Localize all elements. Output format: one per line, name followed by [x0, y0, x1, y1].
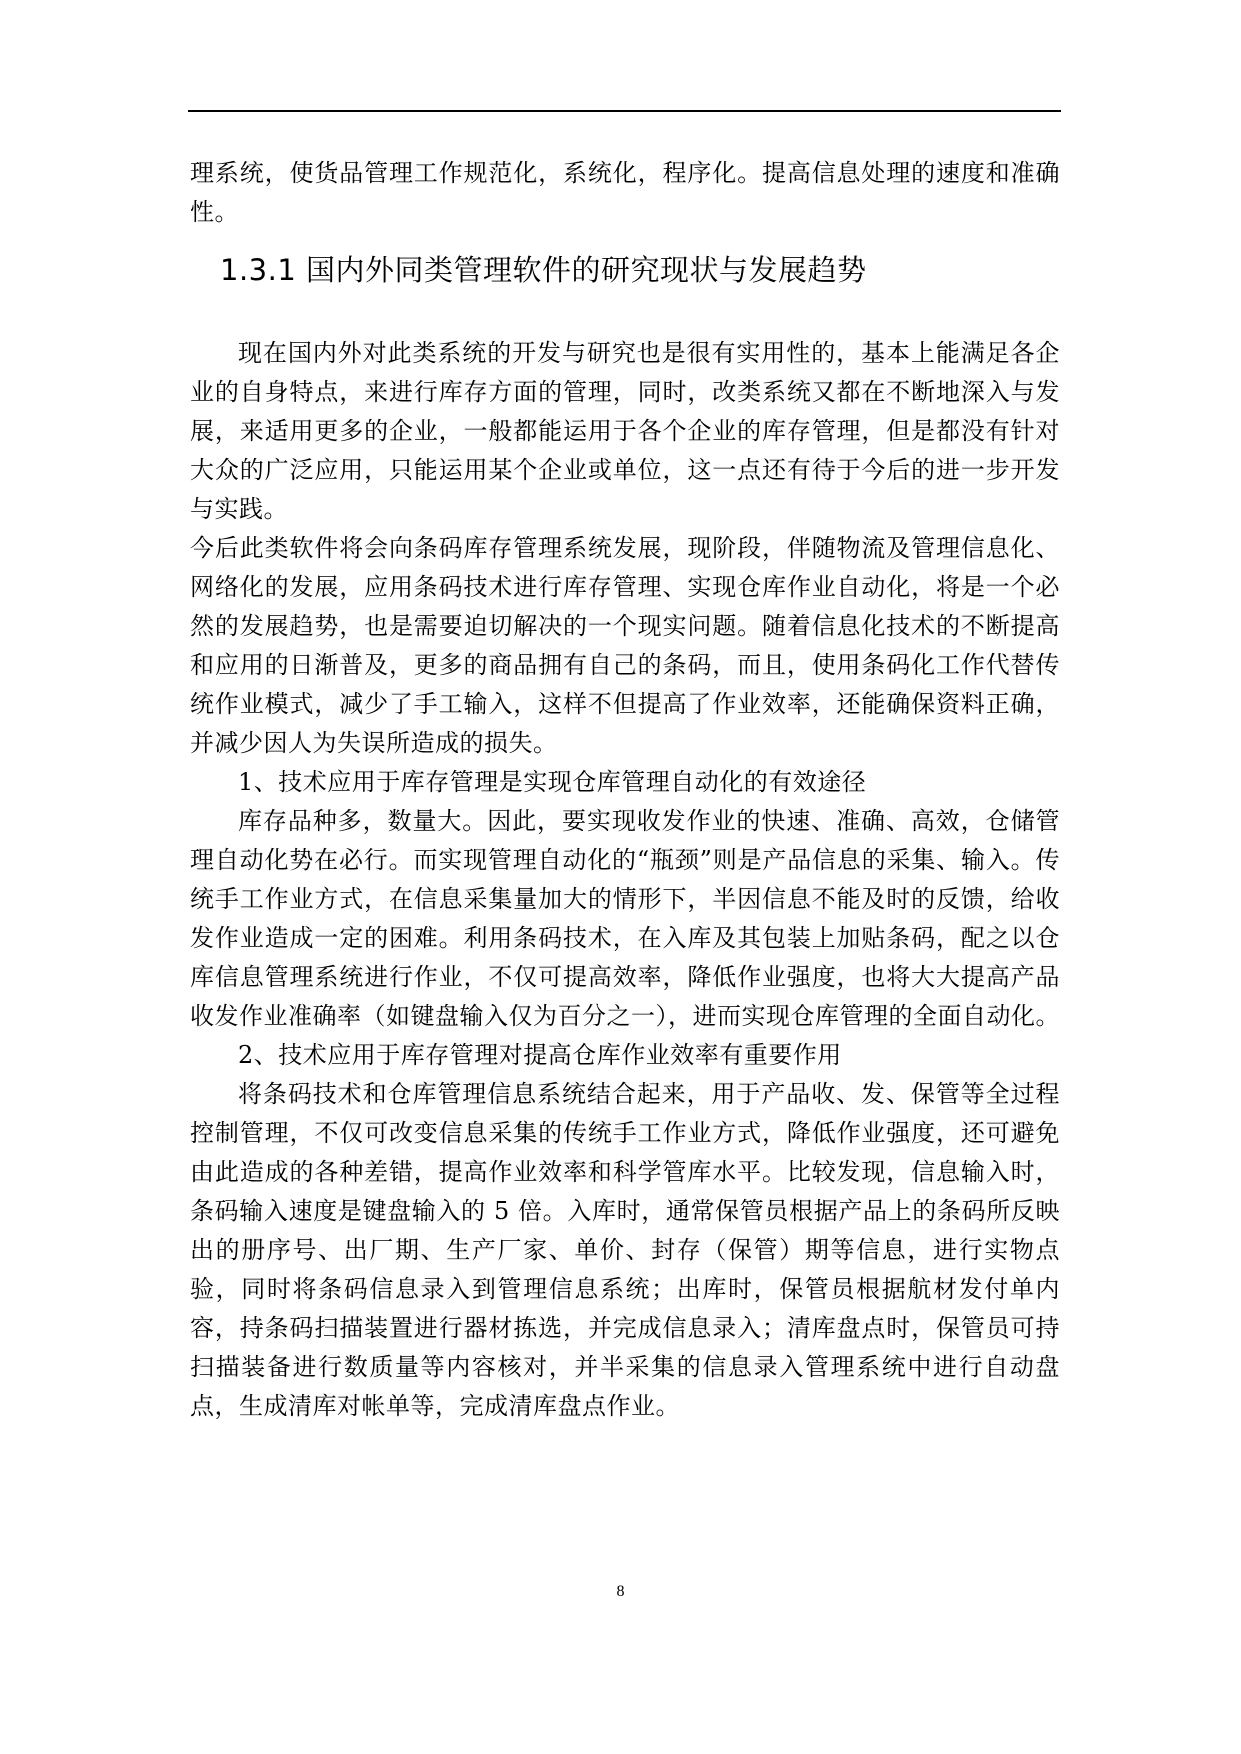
- document-body: [190, 154, 1060, 1426]
- paragraph-trend: 今后此类软件将会向条码库存管理系统发展，现阶段，伴随物流及管理信息化、网络化的发展，应用条码技术进行库存管理、实现仓库作业自动化，将是一个必然的发展趋势，也是需要迫切解决的一个现实问题。随着信息化技术的不断提高和应用的日渐普及，更多的商品拥有自己的条码，而且，使用条码化工作代替传统作业模式，减少了手工输入，这样不但提高了作业效率，还能确保资料正确，并减少因人为失误所造成的损失。: [190, 534, 1060, 757]
- list-item-1-heading: 1、技术应用于库存管理是实现仓库管理自动化的有效途径: [238, 768, 867, 796]
- paragraph-efficiency: 将条码技术和仓库管理信息系统结合起来，用于产品收、发、保管等全过程控制管理，不仅可改变信息采集的传统手工作业方式，降低作业强度，还可避免由此造成的各种差错，提高作业效率和科学管库水平。比较发现，信息输入时，条码输入速度是键盘输入的 5 倍。入库时，通常保管员根据产品上的条码所反映出的册序号、出厂期、生产厂家、单价、封存（保管）期等信息，进行实物点验，同时将条码信息录入到管理信息系统；出库时，保管员根据航材发付单内容，持条码扫描装置进行器材拣选，并完成信息录入；清库盘点时，保管员可持扫描装备进行数质量等内容核对，并半采集的信息录入管理系统中进行自动盘点，生成清库对帐单等，完成清库盘点作业。: [190, 1080, 1060, 1420]
- page-number: 8: [616, 1583, 625, 1600]
- section-heading: 1.3.1 国内外同类管理软件的研究现状与发展趋势: [220, 253, 867, 287]
- list-item-2-heading: 2、技术应用于库存管理对提高仓库作业效率有重要作用: [238, 1041, 842, 1069]
- paragraph-continuation: 理系统，使货品管理工作规范化，系统化，程序化。提高信息处理的速度和准确性。: [190, 159, 1060, 226]
- paragraph-status: 现在国内外对此类系统的开发与研究也是很有实用性的，基本上能满足各企业的自身特点，来进行库存方面的管理，同时，改类系统又都在不断地深入与发展，来适用更多的企业，一般都能运用于各个企业的库存管理，但是都没有针对大众的广泛应用，只能运用某个企业或单位，这一点还有待于今后的进一步开发与实践。: [190, 339, 1060, 523]
- header-rule: [188, 110, 1061, 112]
- paragraph-automation: 库存品种多，数量大。因此，要实现收发作业的快速、准确、高效，仓储管理自动化势在必行。而实现管理自动化的“瓶颈”则是产品信息的采集、输入。传统手工作业方式，在信息采集量加大的情形下，半因信息不能及时的反馈，给收发作业造成一定的困难。利用条码技术，在入库及其包装上加贴条码，配之以仓库信息管理系统进行作业，不仅可提高效率，降低作业强度，也将大大提高产品收发作业准确率（如键盘输入仅为百分之一），进而实现仓库管理的全面自动化。: [190, 807, 1060, 1030]
